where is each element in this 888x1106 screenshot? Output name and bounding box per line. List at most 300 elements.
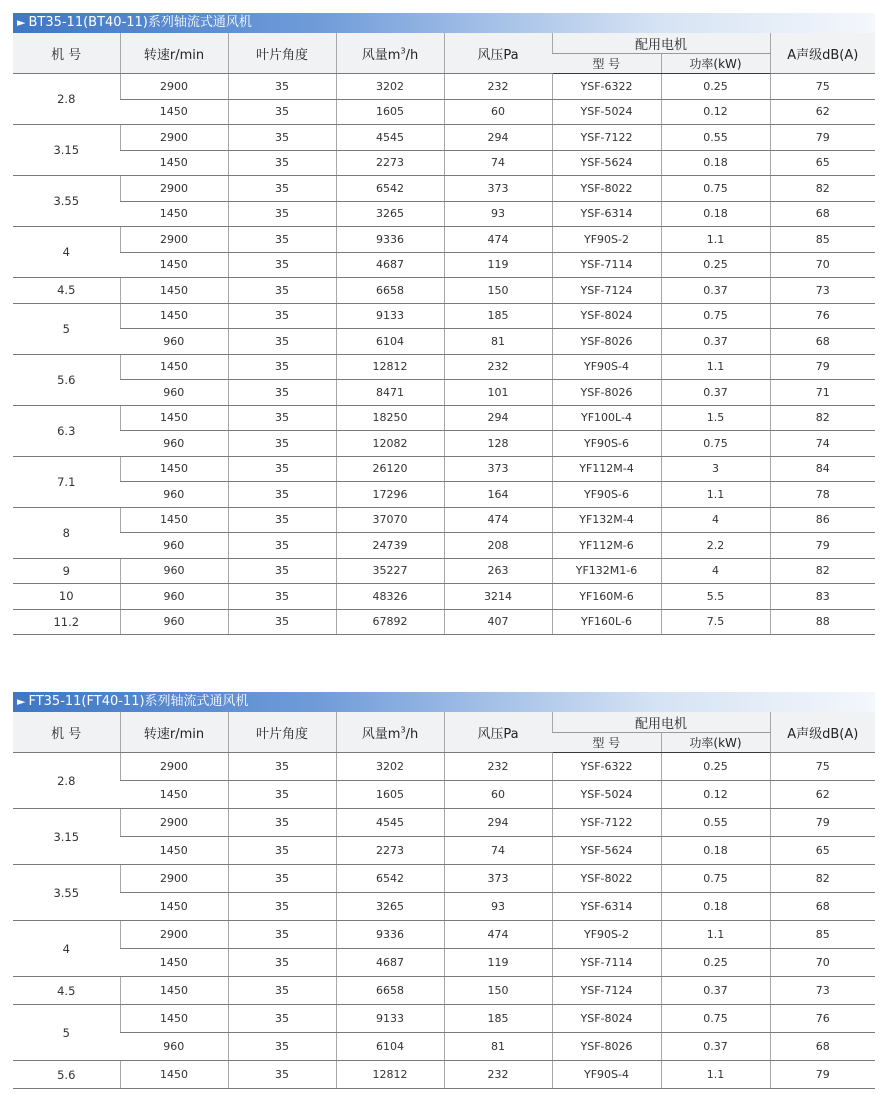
pressure-cell: 150 [444, 278, 552, 304]
table-row [13, 1061, 875, 1089]
airflow-cell: 1605 [336, 99, 444, 125]
blade-angle-cell: 35 [228, 1005, 336, 1033]
blade-angle-cell: 35 [228, 329, 336, 355]
motor-power-cell: 0.55 [661, 125, 770, 151]
pressure-cell: 373 [444, 456, 552, 482]
table-row [13, 837, 875, 865]
noise-cell: 86 [770, 507, 875, 533]
blade-angle-cell: 35 [228, 227, 336, 253]
motor-model-cell: YF90S-2 [552, 921, 661, 949]
speed-cell: 1450 [120, 150, 228, 176]
speed-cell: 1450 [120, 303, 228, 329]
fan-no-cell: 3.15 [13, 125, 120, 176]
pressure-cell: 232 [444, 354, 552, 380]
motor-power-cell: 7.5 [661, 609, 770, 635]
table-row [13, 609, 875, 635]
noise-cell: 82 [770, 558, 875, 584]
airflow-cell: 24739 [336, 533, 444, 559]
header-airflow: 风量$m^3/h$ [336, 712, 444, 753]
motor-power-cell: 5.5 [661, 584, 770, 610]
fan-no-cell: 5.6 [13, 1061, 120, 1089]
pressure-cell: 232 [444, 74, 552, 100]
motor-model-cell: YF132M1-6 [552, 558, 661, 584]
blade-angle-cell: 35 [228, 584, 336, 610]
speed-cell: 1450 [120, 1005, 228, 1033]
table-row [13, 584, 875, 610]
blade-angle-cell: 35 [228, 837, 336, 865]
table-row [13, 533, 875, 559]
motor-model-cell: YSF-8026 [552, 380, 661, 406]
header-noise: A声级dB(A) [770, 33, 875, 74]
blade-angle-cell: 35 [228, 921, 336, 949]
pressure-cell: 185 [444, 303, 552, 329]
motor-power-cell: 0.75 [661, 1005, 770, 1033]
pressure-cell: 164 [444, 482, 552, 508]
pressure-cell: 263 [444, 558, 552, 584]
noise-cell: 65 [770, 837, 875, 865]
table-row [13, 507, 875, 533]
blade-angle-cell: 35 [228, 125, 336, 151]
header-fan-no: 机 号 [13, 33, 120, 74]
blade-angle-cell: 35 [228, 431, 336, 457]
table-row [13, 99, 875, 125]
motor-power-cell: 0.18 [661, 201, 770, 227]
table-body [13, 74, 875, 635]
speed-cell: 1450 [120, 781, 228, 809]
motor-model-cell: YSF-8024 [552, 1005, 661, 1033]
pressure-cell: 407 [444, 609, 552, 635]
table-row [13, 227, 875, 253]
pressure-cell: 3214 [444, 584, 552, 610]
speed-cell: 2900 [120, 125, 228, 151]
noise-cell: 68 [770, 329, 875, 355]
fan-no-cell: 6.3 [13, 405, 120, 456]
blade-angle-cell: 35 [228, 354, 336, 380]
blade-angle-cell: 35 [228, 977, 336, 1005]
noise-cell: 75 [770, 753, 875, 781]
airflow-cell: 1605 [336, 781, 444, 809]
airflow-cell: 4545 [336, 125, 444, 151]
header-motor-group: 配用电机 [552, 712, 770, 733]
motor-power-cell: 0.25 [661, 252, 770, 278]
motor-model-cell: YSF-5624 [552, 150, 661, 176]
noise-cell: 70 [770, 252, 875, 278]
noise-cell: 76 [770, 303, 875, 329]
table-title-banner [13, 692, 875, 712]
motor-model-cell: YSF-7114 [552, 252, 661, 278]
motor-model-cell: YF90S-6 [552, 482, 661, 508]
blade-angle-cell: 35 [228, 865, 336, 893]
fan-no-cell: 4 [13, 227, 120, 278]
pressure-cell: 474 [444, 227, 552, 253]
motor-power-cell: 0.12 [661, 781, 770, 809]
fan-no-cell: 2.8 [13, 753, 120, 809]
speed-cell: 960 [120, 431, 228, 457]
airflow-cell: 9133 [336, 1005, 444, 1033]
motor-model-cell: YF112M-4 [552, 456, 661, 482]
blade-angle-cell: 35 [228, 405, 336, 431]
motor-model-cell: YF90S-6 [552, 431, 661, 457]
motor-model-cell: YSF-6322 [552, 753, 661, 781]
noise-cell: 79 [770, 125, 875, 151]
motor-power-cell: 0.37 [661, 977, 770, 1005]
airflow-cell: 2273 [336, 837, 444, 865]
motor-model-cell: YF90S-4 [552, 354, 661, 380]
motor-model-cell: YSF-8026 [552, 329, 661, 355]
speed-cell: 960 [120, 329, 228, 355]
blade-angle-cell: 35 [228, 482, 336, 508]
pressure-cell: 119 [444, 949, 552, 977]
table-row [13, 150, 875, 176]
speed-cell: 1450 [120, 507, 228, 533]
airflow-cell: 3265 [336, 201, 444, 227]
pressure-cell: 232 [444, 753, 552, 781]
blade-angle-cell: 35 [228, 507, 336, 533]
motor-model-cell: YSF-8026 [552, 1033, 661, 1061]
noise-cell: 82 [770, 176, 875, 202]
triangle-arrow-icon: ► [17, 16, 26, 29]
airflow-cell: 6104 [336, 329, 444, 355]
blade-angle-cell: 35 [228, 456, 336, 482]
fan-no-cell: 4 [13, 921, 120, 977]
speed-cell: 1450 [120, 252, 228, 278]
motor-power-cell: 0.75 [661, 431, 770, 457]
table-body [13, 753, 875, 1089]
motor-model-cell: YF100L-4 [552, 405, 661, 431]
motor-model-cell: YSF-8022 [552, 176, 661, 202]
motor-model-cell: YSF-7124 [552, 977, 661, 1005]
fan-no-cell: 2.8 [13, 74, 120, 125]
fan-no-cell: 11.2 [13, 609, 120, 635]
motor-model-cell: YF132M-4 [552, 507, 661, 533]
airflow-cell: 6542 [336, 176, 444, 202]
pressure-cell: 119 [444, 252, 552, 278]
fan-no-cell: 3.55 [13, 176, 120, 227]
motor-power-cell: 0.75 [661, 303, 770, 329]
motor-power-cell: 0.18 [661, 893, 770, 921]
pressure-cell: 60 [444, 99, 552, 125]
airflow-cell: 9336 [336, 921, 444, 949]
speed-cell: 2900 [120, 921, 228, 949]
blade-angle-cell: 35 [228, 380, 336, 406]
fan-no-cell: 5 [13, 1005, 120, 1061]
airflow-cell: 18250 [336, 405, 444, 431]
motor-power-cell: 2.2 [661, 533, 770, 559]
airflow-cell: 6104 [336, 1033, 444, 1061]
motor-power-cell: 1.1 [661, 1061, 770, 1089]
speed-cell: 1450 [120, 201, 228, 227]
pressure-cell: 81 [444, 1033, 552, 1061]
table-row [13, 482, 875, 508]
speed-cell: 2900 [120, 74, 228, 100]
speed-cell: 960 [120, 482, 228, 508]
triangle-arrow-icon: ► [17, 695, 26, 708]
table-row [13, 329, 875, 355]
header-blade-angle: 叶片角度 [228, 712, 336, 753]
pressure-cell: 232 [444, 1061, 552, 1089]
table-row [13, 74, 875, 100]
table-section-bt35 [13, 13, 875, 635]
speed-cell: 960 [120, 609, 228, 635]
table-row [13, 809, 875, 837]
motor-model-cell: YSF-7114 [552, 949, 661, 977]
blade-angle-cell: 35 [228, 753, 336, 781]
motor-model-cell: YSF-8022 [552, 865, 661, 893]
pressure-cell: 294 [444, 809, 552, 837]
airflow-cell: 37070 [336, 507, 444, 533]
noise-cell: 68 [770, 893, 875, 921]
blade-angle-cell: 35 [228, 278, 336, 304]
motor-model-cell: YSF-6314 [552, 893, 661, 921]
motor-model-cell: YSF-6322 [552, 74, 661, 100]
table-row [13, 405, 875, 431]
speed-cell: 2900 [120, 753, 228, 781]
header-airflow: 风量$m^3/h$ [336, 33, 444, 74]
speed-cell: 1450 [120, 977, 228, 1005]
airflow-cell: 2273 [336, 150, 444, 176]
fan-no-cell: 5 [13, 303, 120, 354]
speed-cell: 1450 [120, 837, 228, 865]
motor-model-cell: YSF-8024 [552, 303, 661, 329]
motor-power-cell: 4 [661, 507, 770, 533]
pressure-cell: 128 [444, 431, 552, 457]
table-row [13, 252, 875, 278]
table-section-ft35 [13, 692, 875, 1089]
speed-cell: 960 [120, 1033, 228, 1061]
motor-power-cell: 0.25 [661, 753, 770, 781]
table-row [13, 1033, 875, 1061]
noise-cell: 79 [770, 809, 875, 837]
speed-cell: 1450 [120, 278, 228, 304]
header-pressure: 风压Pa [444, 712, 552, 753]
pressure-cell: 60 [444, 781, 552, 809]
airflow-cell: 8471 [336, 380, 444, 406]
motor-power-cell: 0.37 [661, 329, 770, 355]
motor-model-cell: YF90S-4 [552, 1061, 661, 1089]
speed-cell: 960 [120, 558, 228, 584]
blade-angle-cell: 35 [228, 1033, 336, 1061]
noise-cell: 82 [770, 405, 875, 431]
airflow-cell: 26120 [336, 456, 444, 482]
table-row [13, 921, 875, 949]
header-speed: 转速r/min [120, 712, 228, 753]
motor-power-cell: 1.1 [661, 354, 770, 380]
motor-power-cell: 0.37 [661, 1033, 770, 1061]
airflow-cell: 67892 [336, 609, 444, 635]
table-row [13, 176, 875, 202]
motor-power-cell: 4 [661, 558, 770, 584]
speed-cell: 1450 [120, 99, 228, 125]
header-motor-model: 型 号 [552, 733, 661, 753]
table-row [13, 781, 875, 809]
pressure-cell: 208 [444, 533, 552, 559]
noise-cell: 74 [770, 431, 875, 457]
header-blade-angle: 叶片角度 [228, 33, 336, 74]
header-noise: A声级dB(A) [770, 712, 875, 753]
blade-angle-cell: 35 [228, 150, 336, 176]
airflow-cell: 9133 [336, 303, 444, 329]
noise-cell: 83 [770, 584, 875, 610]
noise-cell: 62 [770, 99, 875, 125]
motor-model-cell: YSF-7122 [552, 125, 661, 151]
motor-power-cell: 1.5 [661, 405, 770, 431]
noise-cell: 71 [770, 380, 875, 406]
fan-no-cell: 7.1 [13, 456, 120, 507]
fan-no-cell: 4.5 [13, 977, 120, 1005]
pressure-cell: 373 [444, 176, 552, 202]
pressure-cell: 150 [444, 977, 552, 1005]
noise-cell: 68 [770, 201, 875, 227]
motor-model-cell: YSF-7122 [552, 809, 661, 837]
blade-angle-cell: 35 [228, 303, 336, 329]
header-speed: 转速r/min [120, 33, 228, 74]
noise-cell: 84 [770, 456, 875, 482]
motor-model-cell: YSF-5024 [552, 781, 661, 809]
blade-angle-cell: 35 [228, 893, 336, 921]
motor-model-cell: YF160M-6 [552, 584, 661, 610]
motor-power-cell: 0.37 [661, 380, 770, 406]
table-title: FT35-11(FT40-11)系列轴流式通风机 [28, 694, 249, 709]
noise-cell: 73 [770, 977, 875, 1005]
pressure-cell: 294 [444, 405, 552, 431]
airflow-cell: 12812 [336, 354, 444, 380]
noise-cell: 78 [770, 482, 875, 508]
airflow-cell: 48326 [336, 584, 444, 610]
motor-model-cell: YSF-7124 [552, 278, 661, 304]
noise-cell: 70 [770, 949, 875, 977]
pressure-cell: 373 [444, 865, 552, 893]
noise-cell: 79 [770, 1061, 875, 1089]
blade-angle-cell: 35 [228, 949, 336, 977]
motor-power-cell: 0.25 [661, 949, 770, 977]
blade-angle-cell: 35 [228, 809, 336, 837]
airflow-cell: 4545 [336, 809, 444, 837]
speed-cell: 2900 [120, 227, 228, 253]
header-motor-group: 配用电机 [552, 33, 770, 54]
motor-power-cell: 0.55 [661, 809, 770, 837]
pressure-cell: 93 [444, 201, 552, 227]
fan-no-cell: 4.5 [13, 278, 120, 304]
motor-model-cell: YSF-5624 [552, 837, 661, 865]
table-title: BT35-11(BT40-11)系列轴流式通风机 [28, 15, 252, 30]
noise-cell: 82 [770, 865, 875, 893]
noise-cell: 85 [770, 921, 875, 949]
fan-no-cell: 10 [13, 584, 120, 610]
header-motor-model: 型 号 [552, 54, 661, 74]
blade-angle-cell: 35 [228, 252, 336, 278]
table-row [13, 1005, 875, 1033]
blade-angle-cell: 35 [228, 558, 336, 584]
noise-cell: 62 [770, 781, 875, 809]
blade-angle-cell: 35 [228, 176, 336, 202]
airflow-cell: 3265 [336, 893, 444, 921]
table-row [13, 278, 875, 304]
fan-no-cell: 5.6 [13, 354, 120, 405]
blade-angle-cell: 35 [228, 781, 336, 809]
table-row [13, 354, 875, 380]
pressure-cell: 294 [444, 125, 552, 151]
airflow-cell: 4687 [336, 252, 444, 278]
motor-model-cell: YSF-6314 [552, 201, 661, 227]
motor-power-cell: 0.18 [661, 150, 770, 176]
table-row [13, 753, 875, 781]
speed-cell: 1450 [120, 456, 228, 482]
airflow-cell: 9336 [336, 227, 444, 253]
motor-power-cell: 0.75 [661, 865, 770, 893]
motor-model-cell: YF160L-6 [552, 609, 661, 635]
fan-spec-table [13, 712, 875, 1089]
blade-angle-cell: 35 [228, 74, 336, 100]
noise-cell: 65 [770, 150, 875, 176]
speed-cell: 1450 [120, 1061, 228, 1089]
noise-cell: 88 [770, 609, 875, 635]
airflow-cell: 35227 [336, 558, 444, 584]
blade-angle-cell: 35 [228, 1061, 336, 1089]
table-row [13, 303, 875, 329]
header-pressure: 风压Pa [444, 33, 552, 74]
motor-model-cell: YSF-5024 [552, 99, 661, 125]
airflow-cell: 12082 [336, 431, 444, 457]
pressure-cell: 185 [444, 1005, 552, 1033]
fan-no-cell: 8 [13, 507, 120, 558]
fan-no-cell: 3.15 [13, 809, 120, 865]
speed-cell: 1450 [120, 354, 228, 380]
blade-angle-cell: 35 [228, 533, 336, 559]
speed-cell: 1450 [120, 893, 228, 921]
airflow-cell: 12812 [336, 1061, 444, 1089]
motor-power-cell: 0.25 [661, 74, 770, 100]
speed-cell: 2900 [120, 176, 228, 202]
fan-no-cell: 3.55 [13, 865, 120, 921]
noise-cell: 79 [770, 354, 875, 380]
pressure-cell: 74 [444, 837, 552, 865]
fan-spec-table [13, 33, 875, 635]
header-fan-no: 机 号 [13, 712, 120, 753]
fan-no-cell: 9 [13, 558, 120, 584]
table-row [13, 125, 875, 151]
speed-cell: 2900 [120, 865, 228, 893]
pressure-cell: 81 [444, 329, 552, 355]
airflow-cell: 3202 [336, 753, 444, 781]
blade-angle-cell: 35 [228, 201, 336, 227]
noise-cell: 73 [770, 278, 875, 304]
speed-cell: 1450 [120, 405, 228, 431]
motor-power-cell: 0.37 [661, 278, 770, 304]
table-row [13, 949, 875, 977]
speed-cell: 960 [120, 584, 228, 610]
speed-cell: 1450 [120, 949, 228, 977]
pressure-cell: 93 [444, 893, 552, 921]
noise-cell: 68 [770, 1033, 875, 1061]
table-row [13, 865, 875, 893]
speed-cell: 2900 [120, 809, 228, 837]
airflow-cell: 4687 [336, 949, 444, 977]
pressure-cell: 74 [444, 150, 552, 176]
motor-power-cell: 1.1 [661, 227, 770, 253]
motor-model-cell: YF90S-2 [552, 227, 661, 253]
table-row [13, 380, 875, 406]
airflow-cell: 6542 [336, 865, 444, 893]
airflow-cell: 17296 [336, 482, 444, 508]
pressure-cell: 474 [444, 921, 552, 949]
table-row [13, 977, 875, 1005]
pressure-cell: 474 [444, 507, 552, 533]
speed-cell: 960 [120, 533, 228, 559]
blade-angle-cell: 35 [228, 99, 336, 125]
motor-power-cell: 1.1 [661, 482, 770, 508]
noise-cell: 79 [770, 533, 875, 559]
motor-power-cell: 0.12 [661, 99, 770, 125]
